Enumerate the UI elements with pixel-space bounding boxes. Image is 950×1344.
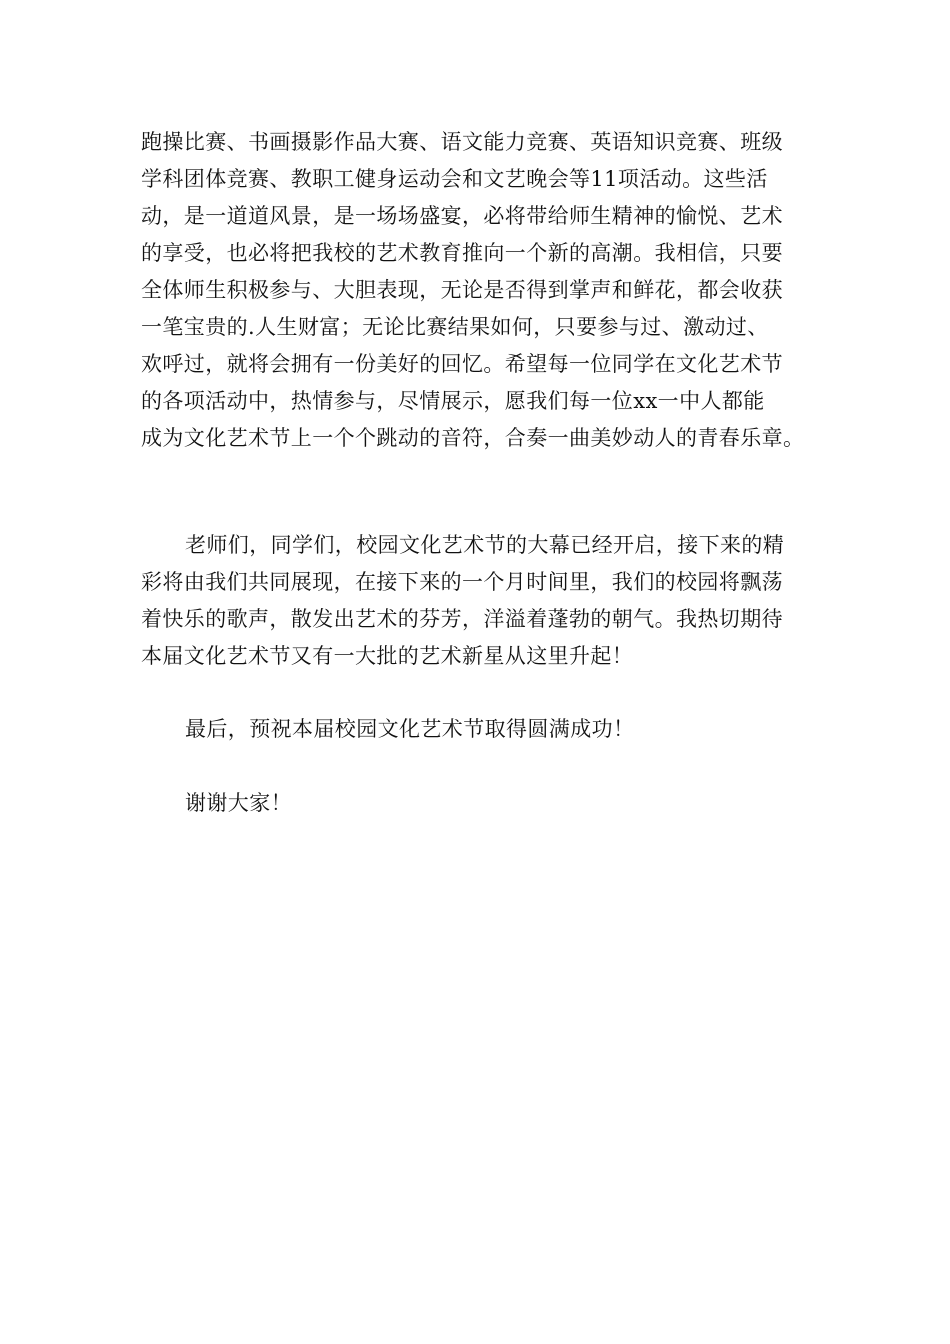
- text-line: 彩将由我们共同展现，在接下来的一个月时间里，我们的校园将飘荡: [141, 570, 783, 594]
- paragraph-thanks: [141, 785, 831, 822]
- text-line: 欢呼过，就将会拥有一份美好的回忆。希望每一位同学在文化艺术节: [141, 352, 783, 376]
- text-line: 的享受，也必将把我校的艺术教育推向一个新的高潮。我相信，只要: [141, 241, 783, 265]
- paragraph-activities: [141, 124, 831, 457]
- text-line: 学科团体竞赛、教职工健身运动会和文艺晚会等11项活动。这些活: [141, 167, 768, 191]
- paragraph-opening: [141, 527, 831, 675]
- text-line: 本届文化艺术节又有一大批的艺术新星从这里升起！: [141, 644, 634, 668]
- text-line: 老师们，同学们，校园文化艺术节的大幕已经开启，接下来的精: [185, 533, 785, 557]
- text-line: 最后，预祝本届校园文化艺术节取得圆满成功！: [185, 717, 635, 741]
- text-line: 一笔宝贵的.人生财富；无论比赛结果如何，只要参与过、激动过、: [141, 315, 769, 339]
- text-line: 成为文化艺术节上一个个跳动的音符，合奏一曲美妙动人的青春乐章。: [141, 426, 805, 450]
- text-line: 的各项活动中，热情参与，尽情展示，愿我们每一位xx一中人都能: [141, 389, 765, 413]
- text-line: 跑操比赛、书画摄影作品大赛、语文能力竞赛、英语知识竞赛、班级: [141, 130, 783, 154]
- text-line: 全体师生积极参与、大胆表现，无论是否得到掌声和鲜花，都会收获: [141, 278, 783, 302]
- paragraph-wishes: [141, 711, 831, 748]
- text-line: 动，是一道道风景，是一场场盛宴，必将带给师生精神的愉悦、艺术: [141, 204, 783, 228]
- text-line: 谢谢大家！: [185, 791, 292, 815]
- text-line: 着快乐的歌声，散发出艺术的芬芳，洋溢着蓬勃的朝气。我热切期待: [141, 607, 783, 631]
